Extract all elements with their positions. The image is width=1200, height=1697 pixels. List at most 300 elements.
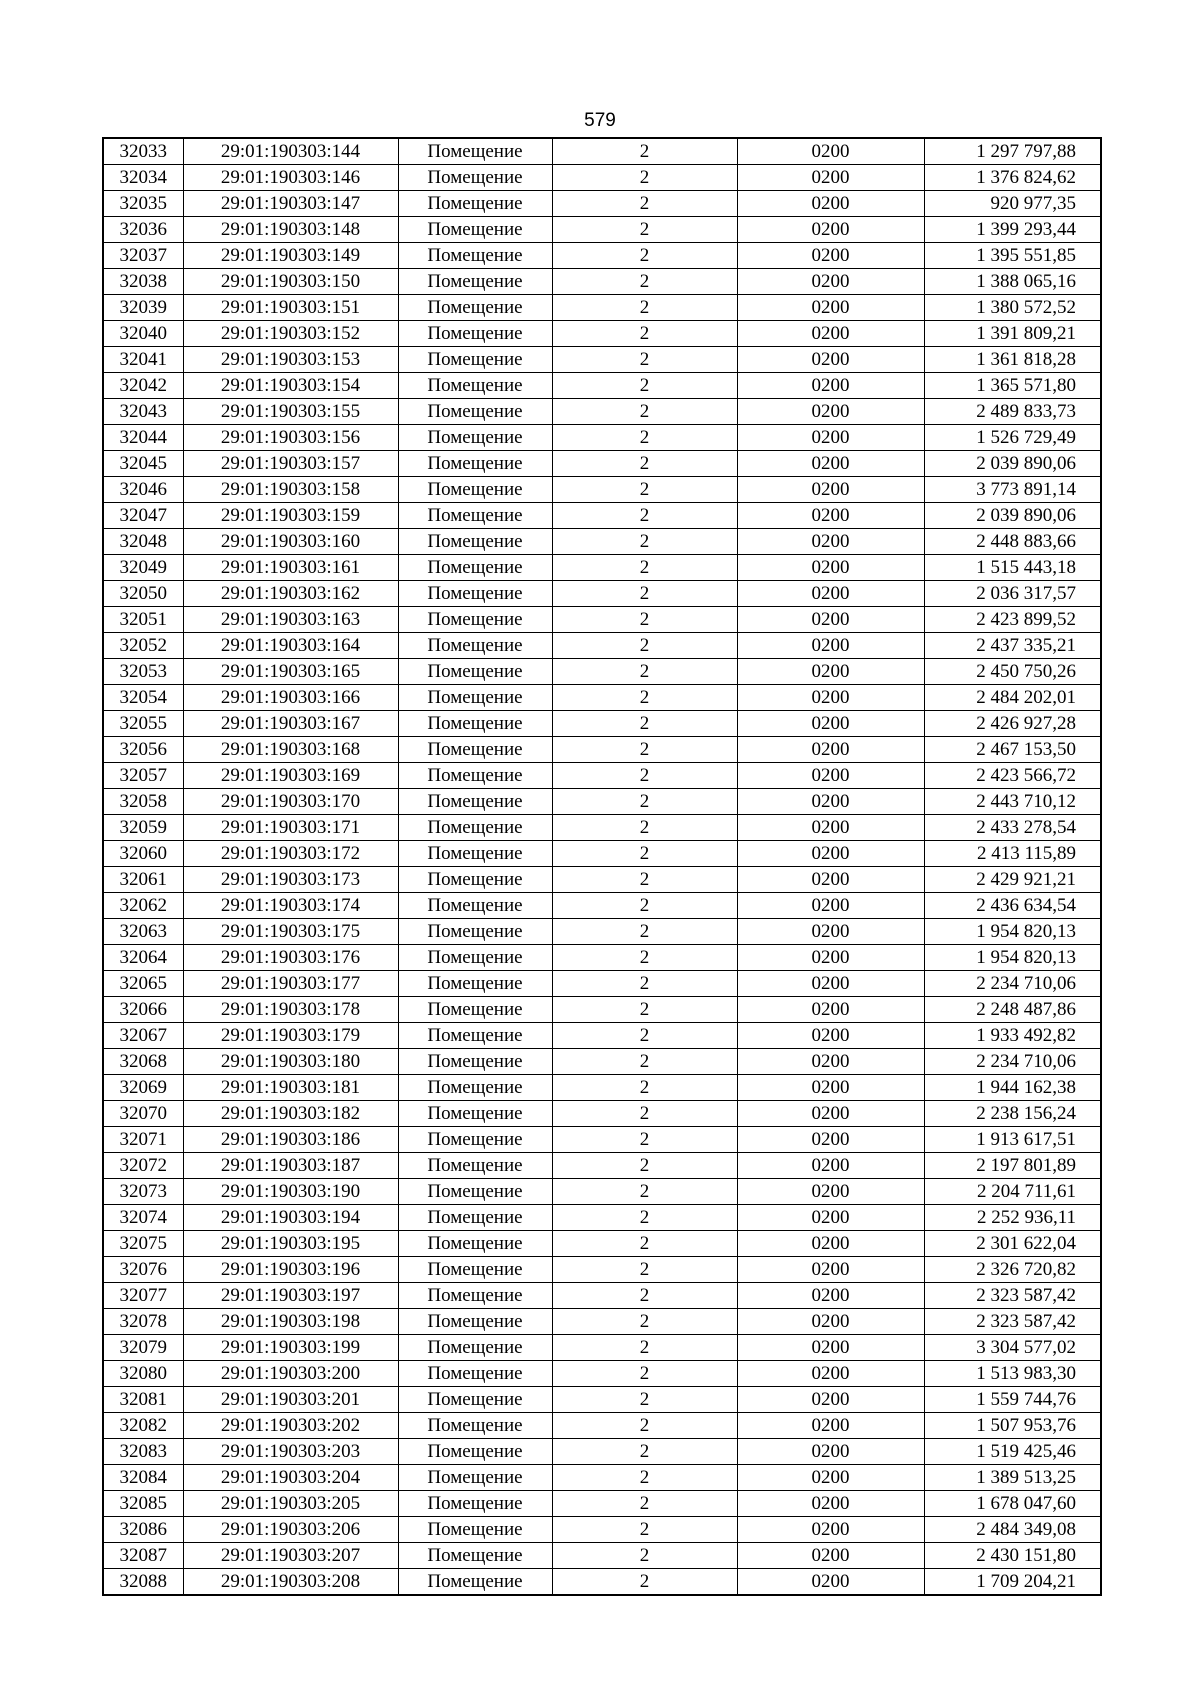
cadastral-value-cell: 2 437 335,21 [924,633,1101,659]
object-type-cell: Помещение [398,555,552,581]
object-type-cell: Помещение [398,1569,552,1596]
cadastral-number-cell: 29:01:190303:167 [183,711,398,737]
row-number-cell: 32044 [103,425,183,451]
table-row [103,295,1101,321]
cadastral-number-cell: 29:01:190303:170 [183,789,398,815]
row-number-cell: 32070 [103,1101,183,1127]
object-type-cell: Помещение [398,503,552,529]
cadastral-number-cell: 29:01:190303:198 [183,1309,398,1335]
cadastral-value-cell: 1 361 818,28 [924,347,1101,373]
code-a-cell: 2 [552,659,737,685]
object-type-cell: Помещение [398,867,552,893]
row-number-cell: 32059 [103,815,183,841]
cadastral-number-cell: 29:01:190303:195 [183,1231,398,1257]
row-number-cell: 32054 [103,685,183,711]
table-row [103,321,1101,347]
table-row [103,1049,1101,1075]
cadastral-value-cell: 1 933 492,82 [924,1023,1101,1049]
row-number-cell: 32079 [103,1335,183,1361]
code-a-cell: 2 [552,347,737,373]
table-row [103,1387,1101,1413]
code-a-cell: 2 [552,1491,737,1517]
cadastral-value-cell: 1 944 162,38 [924,1075,1101,1101]
code-b-cell: 0200 [737,945,924,971]
cadastral-number-cell: 29:01:190303:169 [183,763,398,789]
cadastral-value-cell: 2 484 349,08 [924,1517,1101,1543]
cadastral-number-cell: 29:01:190303:165 [183,659,398,685]
code-b-cell: 0200 [737,1361,924,1387]
code-b-cell: 0200 [737,347,924,373]
code-a-cell: 2 [552,1465,737,1491]
table-row [103,763,1101,789]
row-number-cell: 32045 [103,451,183,477]
object-type-cell: Помещение [398,269,552,295]
cadastral-number-cell: 29:01:190303:178 [183,997,398,1023]
code-b-cell: 0200 [737,1465,924,1491]
row-number-cell: 32063 [103,919,183,945]
cadastral-value-cell: 1 389 513,25 [924,1465,1101,1491]
cadastral-value-cell: 1 513 983,30 [924,1361,1101,1387]
object-type-cell: Помещение [398,1309,552,1335]
cadastral-value-cell: 1 678 047,60 [924,1491,1101,1517]
code-a-cell: 2 [552,1439,737,1465]
code-a-cell: 2 [552,477,737,503]
code-a-cell: 2 [552,138,737,165]
cadastral-number-cell: 29:01:190303:162 [183,581,398,607]
cadastral-number-cell: 29:01:190303:177 [183,971,398,997]
cadastral-number-cell: 29:01:190303:148 [183,217,398,243]
cadastral-number-cell: 29:01:190303:208 [183,1569,398,1596]
row-number-cell: 32051 [103,607,183,633]
table-row [103,1335,1101,1361]
code-a-cell: 2 [552,1517,737,1543]
code-b-cell: 0200 [737,1101,924,1127]
table-row [103,1127,1101,1153]
row-number-cell: 32073 [103,1179,183,1205]
code-b-cell: 0200 [737,997,924,1023]
row-number-cell: 32088 [103,1569,183,1596]
code-a-cell: 2 [552,321,737,347]
row-number-cell: 32068 [103,1049,183,1075]
object-type-cell: Помещение [398,1335,552,1361]
cadastral-number-cell: 29:01:190303:163 [183,607,398,633]
code-a-cell: 2 [552,399,737,425]
row-number-cell: 32035 [103,191,183,217]
cadastral-number-cell: 29:01:190303:156 [183,425,398,451]
table-row [103,607,1101,633]
code-a-cell: 2 [552,1361,737,1387]
table-row [103,1101,1101,1127]
code-b-cell: 0200 [737,321,924,347]
cadastral-number-cell: 29:01:190303:196 [183,1257,398,1283]
table-row [103,373,1101,399]
cadastral-value-cell: 1 507 953,76 [924,1413,1101,1439]
row-number-cell: 32052 [103,633,183,659]
code-b-cell: 0200 [737,1231,924,1257]
code-b-cell: 0200 [737,1023,924,1049]
code-a-cell: 2 [552,503,737,529]
cadastral-value-cell: 2 467 153,50 [924,737,1101,763]
code-b-cell: 0200 [737,269,924,295]
code-b-cell: 0200 [737,1127,924,1153]
cadastral-value-cell: 2 323 587,42 [924,1283,1101,1309]
code-a-cell: 2 [552,1387,737,1413]
table-row [103,945,1101,971]
code-b-cell: 0200 [737,971,924,997]
object-type-cell: Помещение [398,1101,552,1127]
code-b-cell: 0200 [737,477,924,503]
cadastral-value-cell: 2 413 115,89 [924,841,1101,867]
object-type-cell: Помещение [398,607,552,633]
code-a-cell: 2 [552,1153,737,1179]
cadastral-value-cell: 2 426 927,28 [924,711,1101,737]
code-a-cell: 2 [552,451,737,477]
row-number-cell: 32049 [103,555,183,581]
cadastral-number-cell: 29:01:190303:202 [183,1413,398,1439]
code-a-cell: 2 [552,1309,737,1335]
table-row [103,1153,1101,1179]
code-b-cell: 0200 [737,503,924,529]
table-row [103,581,1101,607]
code-b-cell: 0200 [737,425,924,451]
code-b-cell: 0200 [737,711,924,737]
object-type-cell: Помещение [398,1283,552,1309]
code-b-cell: 0200 [737,1205,924,1231]
cadastral-value-cell: 1 376 824,62 [924,165,1101,191]
table-row [103,1413,1101,1439]
cadastral-value-cell: 2 489 833,73 [924,399,1101,425]
cadastral-value-cell: 2 234 710,06 [924,1049,1101,1075]
cadastral-value-cell: 2 484 202,01 [924,685,1101,711]
cadastral-value-cell: 2 436 634,54 [924,893,1101,919]
row-number-cell: 32048 [103,529,183,555]
code-b-cell: 0200 [737,1439,924,1465]
cadastral-value-cell: 1 399 293,44 [924,217,1101,243]
object-type-cell: Помещение [398,347,552,373]
cadastral-value-cell: 2 448 883,66 [924,529,1101,555]
registry-table [102,137,1102,1596]
cadastral-value-cell: 1 913 617,51 [924,1127,1101,1153]
object-type-cell: Помещение [398,1205,552,1231]
table-row [103,217,1101,243]
code-b-cell: 0200 [737,1543,924,1569]
table-row [103,815,1101,841]
code-a-cell: 2 [552,1543,737,1569]
cadastral-number-cell: 29:01:190303:174 [183,893,398,919]
table-row [103,737,1101,763]
row-number-cell: 32080 [103,1361,183,1387]
table-row [103,1517,1101,1543]
row-number-cell: 32077 [103,1283,183,1309]
cadastral-number-cell: 29:01:190303:186 [183,1127,398,1153]
cadastral-number-cell: 29:01:190303:190 [183,1179,398,1205]
code-b-cell: 0200 [737,165,924,191]
object-type-cell: Помещение [398,1413,552,1439]
code-b-cell: 0200 [737,633,924,659]
cadastral-value-cell: 1 297 797,88 [924,138,1101,165]
code-a-cell: 2 [552,867,737,893]
cadastral-number-cell: 29:01:190303:158 [183,477,398,503]
code-b-cell: 0200 [737,399,924,425]
cadastral-value-cell: 2 252 936,11 [924,1205,1101,1231]
cadastral-value-cell: 2 323 587,42 [924,1309,1101,1335]
code-b-cell: 0200 [737,191,924,217]
code-b-cell: 0200 [737,243,924,269]
cadastral-number-cell: 29:01:190303:179 [183,1023,398,1049]
cadastral-number-cell: 29:01:190303:199 [183,1335,398,1361]
table-row [103,1257,1101,1283]
code-a-cell: 2 [552,555,737,581]
row-number-cell: 32040 [103,321,183,347]
row-number-cell: 32055 [103,711,183,737]
code-b-cell: 0200 [737,1335,924,1361]
table-row [103,867,1101,893]
table-row [103,1023,1101,1049]
table-row [103,685,1101,711]
row-number-cell: 32039 [103,295,183,321]
cadastral-value-cell: 1 388 065,16 [924,269,1101,295]
cadastral-value-cell: 2 443 710,12 [924,789,1101,815]
cadastral-number-cell: 29:01:190303:206 [183,1517,398,1543]
object-type-cell: Помещение [398,1465,552,1491]
table-row [103,659,1101,685]
cadastral-number-cell: 29:01:190303:160 [183,529,398,555]
code-b-cell: 0200 [737,867,924,893]
row-number-cell: 32056 [103,737,183,763]
cadastral-number-cell: 29:01:190303:203 [183,1439,398,1465]
cadastral-number-cell: 29:01:190303:149 [183,243,398,269]
cadastral-number-cell: 29:01:190303:187 [183,1153,398,1179]
cadastral-number-cell: 29:01:190303:159 [183,503,398,529]
object-type-cell: Помещение [398,1491,552,1517]
table-row [103,1283,1101,1309]
cadastral-number-cell: 29:01:190303:173 [183,867,398,893]
cadastral-value-cell: 2 204 711,61 [924,1179,1101,1205]
code-b-cell: 0200 [737,1257,924,1283]
code-a-cell: 2 [552,581,737,607]
row-number-cell: 32082 [103,1413,183,1439]
cadastral-value-cell: 1 954 820,13 [924,919,1101,945]
table-row [103,165,1101,191]
row-number-cell: 32047 [103,503,183,529]
object-type-cell: Помещение [398,321,552,347]
code-b-cell: 0200 [737,1517,924,1543]
row-number-cell: 32086 [103,1517,183,1543]
code-a-cell: 2 [552,971,737,997]
cadastral-number-cell: 29:01:190303:176 [183,945,398,971]
object-type-cell: Помещение [398,893,552,919]
object-type-cell: Помещение [398,477,552,503]
object-type-cell: Помещение [398,1153,552,1179]
cadastral-number-cell: 29:01:190303:197 [183,1283,398,1309]
object-type-cell: Помещение [398,217,552,243]
code-a-cell: 2 [552,607,737,633]
code-a-cell: 2 [552,997,737,1023]
cadastral-value-cell: 920 977,35 [924,191,1101,217]
code-a-cell: 2 [552,789,737,815]
cadastral-value-cell: 2 433 278,54 [924,815,1101,841]
code-b-cell: 0200 [737,893,924,919]
row-number-cell: 32057 [103,763,183,789]
row-number-cell: 32074 [103,1205,183,1231]
row-number-cell: 32071 [103,1127,183,1153]
row-number-cell: 32087 [103,1543,183,1569]
row-number-cell: 32069 [103,1075,183,1101]
cadastral-number-cell: 29:01:190303:194 [183,1205,398,1231]
object-type-cell: Помещение [398,1231,552,1257]
table-row [103,425,1101,451]
code-a-cell: 2 [552,1127,737,1153]
row-number-cell: 32062 [103,893,183,919]
cadastral-number-cell: 29:01:190303:204 [183,1465,398,1491]
object-type-cell: Помещение [398,945,552,971]
code-a-cell: 2 [552,815,737,841]
object-type-cell: Помещение [398,763,552,789]
cadastral-number-cell: 29:01:190303:150 [183,269,398,295]
cadastral-number-cell: 29:01:190303:166 [183,685,398,711]
table-row [103,1179,1101,1205]
table-row [103,243,1101,269]
row-number-cell: 32072 [103,1153,183,1179]
cadastral-value-cell: 2 234 710,06 [924,971,1101,997]
row-number-cell: 32041 [103,347,183,373]
object-type-cell: Помещение [398,138,552,165]
object-type-cell: Помещение [398,373,552,399]
object-type-cell: Помещение [398,1179,552,1205]
table-row [103,1491,1101,1517]
code-a-cell: 2 [552,763,737,789]
table-row [103,399,1101,425]
code-b-cell: 0200 [737,1283,924,1309]
code-a-cell: 2 [552,1283,737,1309]
table-row [103,269,1101,295]
cadastral-number-cell: 29:01:190303:172 [183,841,398,867]
code-a-cell: 2 [552,633,737,659]
code-a-cell: 2 [552,711,737,737]
cadastral-value-cell: 1 709 204,21 [924,1569,1101,1596]
object-type-cell: Помещение [398,789,552,815]
code-b-cell: 0200 [737,581,924,607]
code-a-cell: 2 [552,1335,737,1361]
cadastral-value-cell: 1 526 729,49 [924,425,1101,451]
object-type-cell: Помещение [398,1023,552,1049]
row-number-cell: 32067 [103,1023,183,1049]
table-row [103,138,1101,165]
object-type-cell: Помещение [398,633,552,659]
code-b-cell: 0200 [737,217,924,243]
row-number-cell: 32033 [103,138,183,165]
table-row [103,451,1101,477]
row-number-cell: 32043 [103,399,183,425]
row-number-cell: 32058 [103,789,183,815]
object-type-cell: Помещение [398,1049,552,1075]
code-a-cell: 2 [552,165,737,191]
cadastral-number-cell: 29:01:190303:144 [183,138,398,165]
cadastral-number-cell: 29:01:190303:201 [183,1387,398,1413]
cadastral-value-cell: 1 380 572,52 [924,295,1101,321]
table-row [103,1309,1101,1335]
object-type-cell: Помещение [398,1127,552,1153]
code-a-cell: 2 [552,425,737,451]
row-number-cell: 32046 [103,477,183,503]
row-number-cell: 32083 [103,1439,183,1465]
code-a-cell: 2 [552,685,737,711]
object-type-cell: Помещение [398,1543,552,1569]
cadastral-number-cell: 29:01:190303:171 [183,815,398,841]
object-type-cell: Помещение [398,841,552,867]
code-a-cell: 2 [552,1569,737,1596]
cadastral-value-cell: 1 515 443,18 [924,555,1101,581]
cadastral-number-cell: 29:01:190303:205 [183,1491,398,1517]
code-b-cell: 0200 [737,685,924,711]
code-b-cell: 0200 [737,1179,924,1205]
cadastral-value-cell: 1 365 571,80 [924,373,1101,399]
code-a-cell: 2 [552,191,737,217]
object-type-cell: Помещение [398,1387,552,1413]
code-b-cell: 0200 [737,1387,924,1413]
cadastral-number-cell: 29:01:190303:200 [183,1361,398,1387]
table-row [103,1543,1101,1569]
code-a-cell: 2 [552,1413,737,1439]
table-row [103,529,1101,555]
object-type-cell: Помещение [398,1439,552,1465]
table-row [103,1439,1101,1465]
cadastral-value-cell: 2 238 156,24 [924,1101,1101,1127]
code-a-cell: 2 [552,1205,737,1231]
page-number: 579 [584,110,616,131]
code-a-cell: 2 [552,1231,737,1257]
object-type-cell: Помещение [398,711,552,737]
cadastral-number-cell: 29:01:190303:157 [183,451,398,477]
code-b-cell: 0200 [737,1075,924,1101]
registry-table-body [103,138,1101,1595]
table-row [103,1465,1101,1491]
code-b-cell: 0200 [737,737,924,763]
table-row [103,789,1101,815]
cadastral-value-cell: 2 423 899,52 [924,607,1101,633]
cadastral-number-cell: 29:01:190303:161 [183,555,398,581]
code-a-cell: 2 [552,919,737,945]
code-b-cell: 0200 [737,789,924,815]
object-type-cell: Помещение [398,425,552,451]
object-type-cell: Помещение [398,659,552,685]
code-a-cell: 2 [552,373,737,399]
row-number-cell: 32085 [103,1491,183,1517]
code-b-cell: 0200 [737,841,924,867]
object-type-cell: Помещение [398,685,552,711]
table-row [103,1231,1101,1257]
code-b-cell: 0200 [737,815,924,841]
row-number-cell: 32076 [103,1257,183,1283]
table-row [103,1569,1101,1596]
row-number-cell: 32078 [103,1309,183,1335]
object-type-cell: Помещение [398,919,552,945]
code-b-cell: 0200 [737,1049,924,1075]
table-row [103,633,1101,659]
code-b-cell: 0200 [737,529,924,555]
table-row [103,919,1101,945]
table-row [103,711,1101,737]
object-type-cell: Помещение [398,399,552,425]
cadastral-value-cell: 1 391 809,21 [924,321,1101,347]
cadastral-value-cell: 2 301 622,04 [924,1231,1101,1257]
row-number-cell: 32065 [103,971,183,997]
cadastral-value-cell: 2 197 801,89 [924,1153,1101,1179]
cadastral-value-cell: 1 519 425,46 [924,1439,1101,1465]
row-number-cell: 32042 [103,373,183,399]
cadastral-number-cell: 29:01:190303:181 [183,1075,398,1101]
cadastral-value-cell: 3 304 577,02 [924,1335,1101,1361]
